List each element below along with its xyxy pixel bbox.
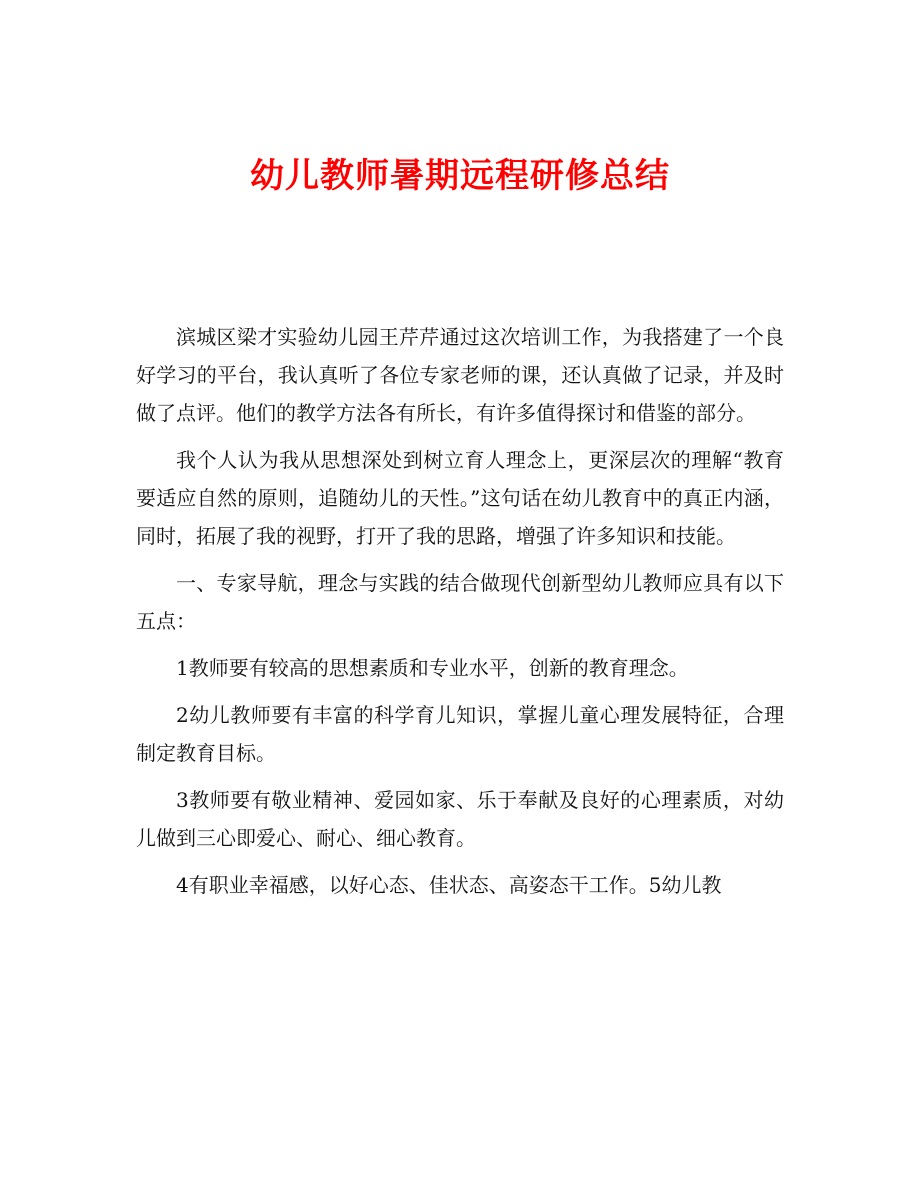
list-item-point-1: 1教师要有较高的思想素质和专业水平，创新的教育理念。 bbox=[176, 656, 689, 680]
document-body bbox=[136, 318, 784, 913]
page-title: 幼儿教师暑期远程研修总结 bbox=[250, 155, 670, 196]
paragraph-section-one-heading: 一、专家导航，理念与实践的结合做现代创新型幼儿教师应具有以下五点： bbox=[136, 571, 784, 633]
paragraph-understanding: 我个人认为我从思想深处到树立育人理念上，更深层次的理解“教育要适应自然的原则，追随幼儿的天性。”这句话在幼儿教育中的真正内涵，同时，拓展了我的视野，打开了我的思路，增强了许多知识和技能。 bbox=[136, 448, 784, 548]
paragraph-intro: 滨城区梁才实验幼儿园王芹芹通过这次培训工作，为我搭建了一个良好学习的平台，我认真听了各位专家老师的课，还认真做了记录，并及时做了点评。他们的教学方法各有所长，有许多值得探讨和借鉴的部分。 bbox=[136, 325, 784, 425]
list-item-point-3: 3教师要有敬业精神、爱园如家、乐于奉献及良好的心理素质，对幼儿做到三心即爱心、耐心、细心教育。 bbox=[136, 788, 784, 850]
list-item-point-4: 4有职业幸福感，以好心态、佳状态、高姿态干工作。5幼儿教 bbox=[176, 873, 722, 897]
list-item-point-2: 2幼儿教师要有丰富的科学育儿知识，掌握儿童心理发展特征，合理制定教育目标。 bbox=[136, 703, 784, 765]
